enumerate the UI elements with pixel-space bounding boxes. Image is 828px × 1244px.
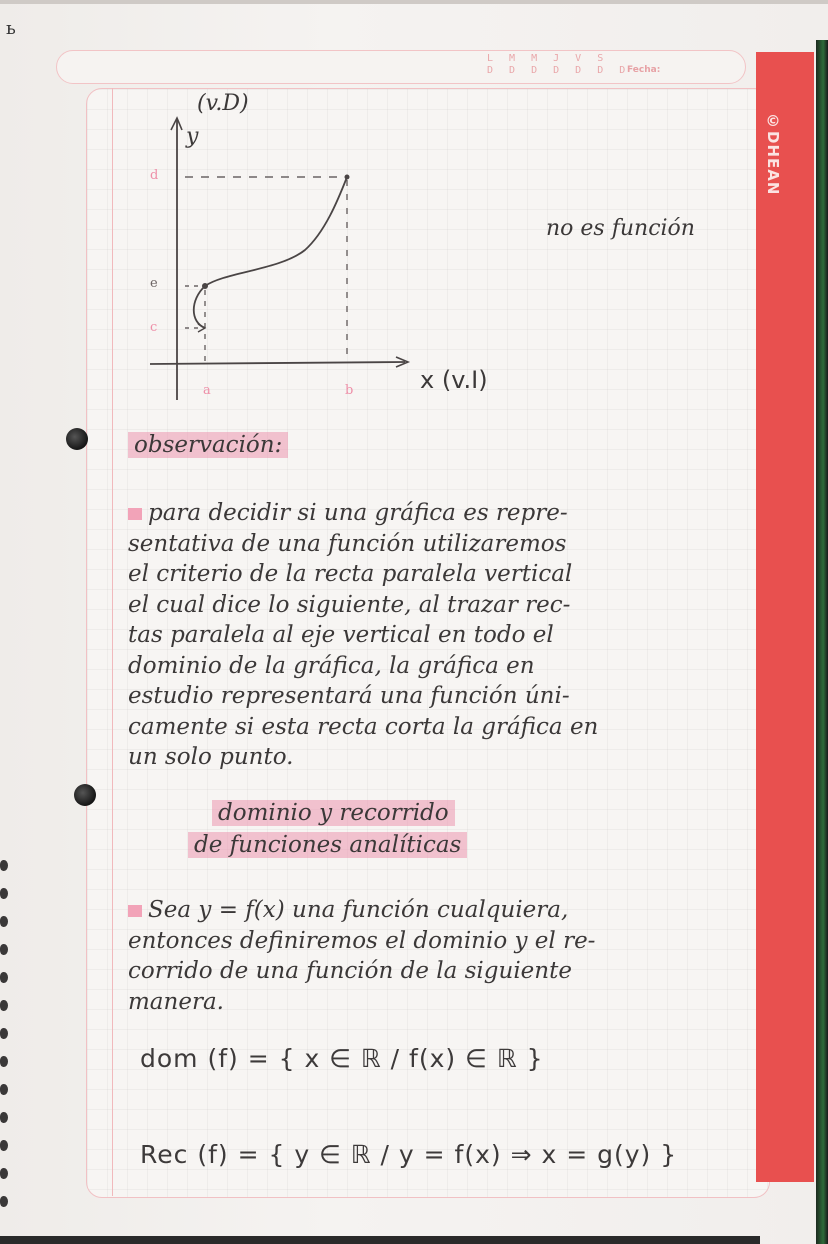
y-axis-label: y — [186, 124, 199, 149]
x-tick-b: b — [345, 383, 354, 398]
page-bottom-edge — [0, 1236, 760, 1244]
date-header-bar — [56, 50, 746, 84]
binder-hole-icon — [74, 784, 96, 806]
paragraph-line: para decidir si una gráfica es repre- — [128, 498, 758, 529]
y-tick-c: c — [150, 320, 158, 335]
page-top-edge — [0, 0, 828, 4]
paragraph-line: el cual dice lo siguiente, al trazar rec- — [128, 591, 571, 618]
section-title-line1: dominio y recorrido — [212, 800, 455, 826]
paragraph-line: dominio de la gráfica, la gráfica en — [128, 652, 535, 679]
y-tick-d: d — [150, 168, 159, 183]
paragraph-line: corrido de una función de la siguiente — [128, 958, 572, 984]
binder-hole-icon — [66, 428, 88, 450]
observacion-heading — [128, 432, 288, 458]
y-axis-note: (v.D) — [197, 91, 249, 116]
relation-graph — [140, 100, 430, 410]
weekday-letters: L M M J V S — [487, 53, 609, 64]
paragraph-line: un solo punto. — [128, 744, 294, 770]
section-title-line2: de funciones analíticas — [188, 832, 467, 858]
paragraph-line: camente si esta recta corta la gráfica en — [128, 713, 599, 740]
paragraph-line: entonces definiremos el dominio y el re- — [128, 927, 596, 954]
spiral-binding — [0, 860, 14, 1240]
corner-mark: ь — [6, 18, 16, 39]
x-axis-label: x (v.I) — [420, 366, 488, 394]
weekday-checkboxes: D D D D D D D — [487, 65, 631, 76]
graph-side-note: no es función — [546, 216, 695, 241]
paragraph-line: sentativa de una función utilizaremos — [128, 530, 567, 557]
range-formula: Rec (f) = { y ∈ ℝ / y = f(x) ⇒ x = g(y) } — [140, 1140, 678, 1169]
pink-bullet-icon — [128, 905, 142, 917]
weekday-boxes — [487, 53, 630, 77]
y-tick-e: e — [150, 276, 158, 291]
notebook-cover-edge — [816, 40, 828, 1244]
observacion-paragraph — [128, 498, 758, 773]
paragraph-line: tas paralela al eje vertical en todo el — [128, 622, 554, 648]
definition-paragraph — [128, 895, 758, 1017]
margin-line — [112, 88, 113, 1196]
paragraph-line: Sea y = f(x) una función cualquiera, — [128, 895, 758, 926]
observacion-heading-text: observación: — [128, 432, 288, 458]
paragraph-line: manera. — [128, 988, 224, 1015]
brand-logo: ©DHEAN — [764, 112, 782, 196]
pink-bullet-icon — [128, 508, 142, 520]
x-tick-a: a — [203, 383, 211, 398]
date-label: Fecha: — [627, 65, 661, 75]
paragraph-line: el criterio de la recta paralela vertical — [128, 561, 573, 587]
paragraph-line: estudio representará una función úni- — [128, 683, 570, 709]
brand-strip — [756, 52, 814, 1182]
domain-formula: dom (f) = { x ∈ ℝ / f(x) ∈ ℝ } — [140, 1044, 544, 1073]
